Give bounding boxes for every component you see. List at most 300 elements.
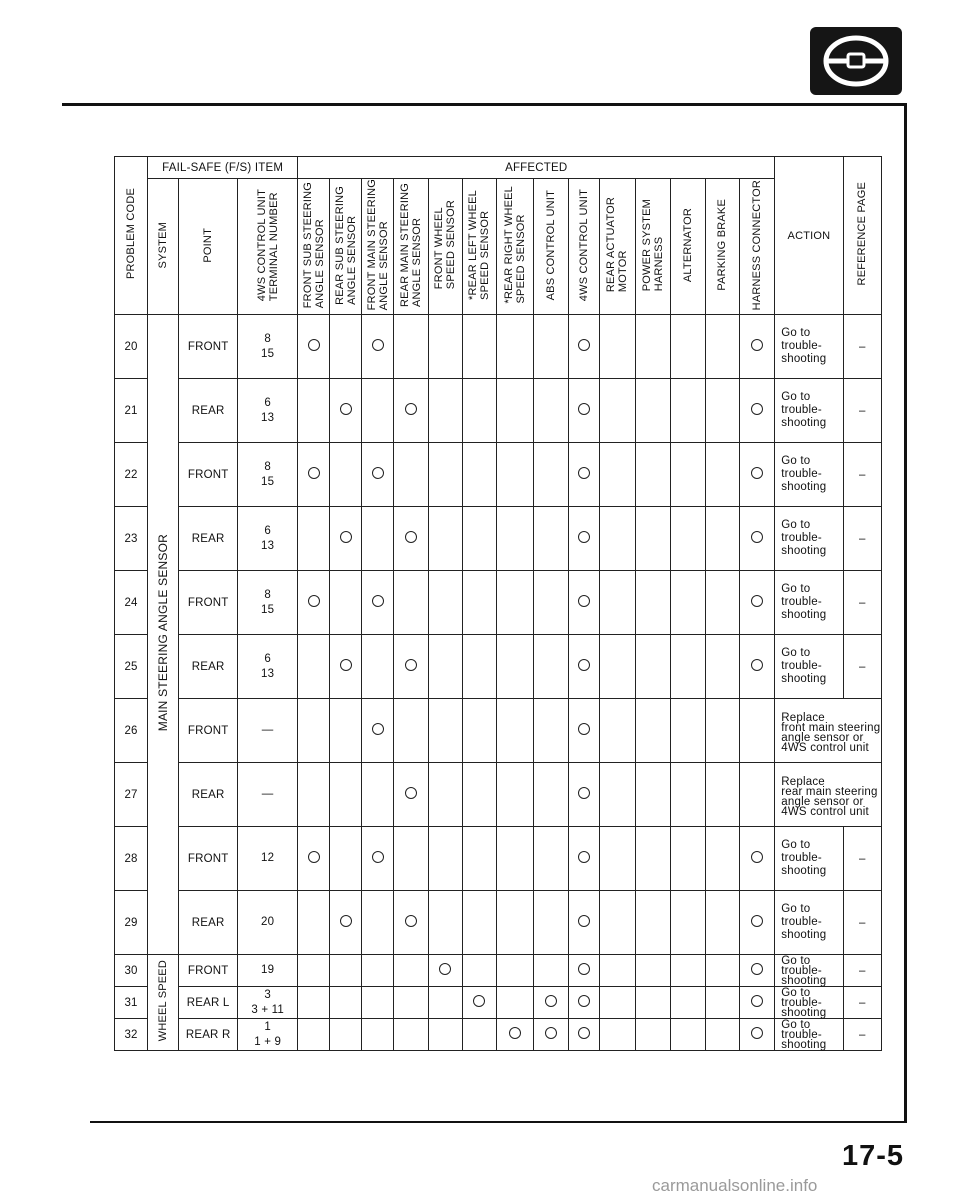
affected-mark-icon <box>340 531 352 543</box>
point-label: POINT <box>202 227 215 263</box>
col-header-affected <box>496 179 533 315</box>
reference-page-value: – <box>843 987 881 1019</box>
affected-mark-icon <box>578 995 590 1007</box>
affected-mark-icon <box>751 403 763 415</box>
affected-cell <box>569 987 600 1019</box>
affected-cell <box>496 443 533 507</box>
point-value: FRONT <box>179 827 238 891</box>
col-header-affected <box>635 179 670 315</box>
right-rule <box>904 103 907 1123</box>
affected-cell <box>428 443 462 507</box>
affected-mark-icon <box>308 467 320 479</box>
col-header-affected <box>428 179 462 315</box>
system-main-label: MAIN STEERING ANGLE SENSOR <box>156 534 171 732</box>
affected-cell <box>298 955 330 987</box>
affected-mark-icon <box>751 851 763 863</box>
affected-cell <box>635 443 670 507</box>
affected-mark-icon <box>439 963 451 975</box>
col-header-affected <box>394 179 428 315</box>
affected-mark-icon <box>751 531 763 543</box>
affected-mark-icon <box>751 963 763 975</box>
problem-code: 30 <box>115 955 148 987</box>
table-row <box>115 891 882 955</box>
affected-cell <box>534 891 569 955</box>
affected-mark-icon <box>405 915 417 927</box>
affected-cell <box>428 891 462 955</box>
point-value: REAR <box>179 507 238 571</box>
affected-mark-icon <box>372 595 384 607</box>
affected-cell <box>635 827 670 891</box>
affected-cell <box>462 1019 496 1051</box>
point-value: FRONT <box>179 571 238 635</box>
affected-mark-icon <box>578 595 590 607</box>
affected-cell <box>600 891 635 955</box>
affected-cell <box>534 443 569 507</box>
action-text: Go to trouble- shooting <box>775 1019 843 1051</box>
affected-cell <box>600 507 635 571</box>
affected-cell <box>394 315 428 379</box>
affected-cell <box>600 443 635 507</box>
affected-cell <box>496 507 533 571</box>
affected-mark-icon <box>578 467 590 479</box>
affected-cell <box>740 891 775 955</box>
affected-cell <box>569 1019 600 1051</box>
affected-cell <box>635 1019 670 1051</box>
affected-cell <box>428 315 462 379</box>
affected-cell <box>330 315 362 379</box>
affected-cell <box>462 443 496 507</box>
affected-cell <box>330 699 362 763</box>
affected-cell <box>394 699 428 763</box>
affected-cell <box>670 315 705 379</box>
affected-cell <box>600 571 635 635</box>
terminal-number: 6 13 <box>238 379 298 443</box>
affected-cell <box>569 315 600 379</box>
affected-label: REAR SUB STEERING ANGLE SENSOR <box>333 185 358 305</box>
reference-page-value: – <box>843 443 881 507</box>
affected-cell <box>330 955 362 987</box>
affected-cell <box>394 635 428 699</box>
affected-cell <box>569 443 600 507</box>
point-value: REAR R <box>179 1019 238 1051</box>
affected-cell <box>670 955 705 987</box>
affected-cell <box>740 699 775 763</box>
col-header-terminal <box>238 179 298 315</box>
affected-cell <box>496 571 533 635</box>
affected-cell <box>330 379 362 443</box>
affected-label: PARKING BRAKE <box>716 199 729 291</box>
affected-cell <box>428 987 462 1019</box>
affected-cell <box>569 763 600 827</box>
affected-label: 4WS CONTROL UNIT <box>578 188 591 302</box>
affected-cell <box>362 891 394 955</box>
affected-cell <box>428 763 462 827</box>
col-header-affected <box>362 179 394 315</box>
affected-cell <box>705 763 739 827</box>
affected-cell <box>428 571 462 635</box>
affected-cell <box>600 827 635 891</box>
affected-cell <box>740 827 775 891</box>
affected-cell <box>330 571 362 635</box>
reference-page-value: – <box>843 571 881 635</box>
affected-cell <box>362 443 394 507</box>
affected-cell <box>428 1019 462 1051</box>
affected-cell <box>569 571 600 635</box>
system-main-steering <box>148 315 179 955</box>
affected-cell <box>330 507 362 571</box>
affected-cell <box>635 315 670 379</box>
reference-page-label: REFERENCE PAGE <box>856 182 869 286</box>
affected-mark-icon <box>473 995 485 1007</box>
affected-mark-icon <box>751 659 763 671</box>
affected-mark-icon <box>751 1027 763 1039</box>
affected-cell <box>705 635 739 699</box>
affected-cell <box>362 699 394 763</box>
col-header-affected <box>705 179 739 315</box>
terminal-number: — <box>238 763 298 827</box>
affected-label: *REAR LEFT WHEEL SPEED SENSOR <box>467 190 492 300</box>
table-row <box>115 1019 882 1051</box>
action-text: Go to trouble- shooting <box>775 891 843 955</box>
affected-cell <box>534 1019 569 1051</box>
affected-cell <box>670 827 705 891</box>
affected-cell <box>635 379 670 443</box>
affected-cell <box>394 987 428 1019</box>
action-text: Go to trouble- shooting <box>775 635 843 699</box>
affected-cell <box>428 827 462 891</box>
terminal-number: 12 <box>238 827 298 891</box>
affected-mark-icon <box>372 723 384 735</box>
affected-mark-icon <box>578 1027 590 1039</box>
affected-cell <box>534 827 569 891</box>
affected-cell <box>298 315 330 379</box>
point-value: REAR L <box>179 987 238 1019</box>
affected-cell <box>569 635 600 699</box>
point-value: FRONT <box>179 443 238 507</box>
affected-cell <box>740 635 775 699</box>
affected-cell <box>635 955 670 987</box>
affected-cell <box>534 571 569 635</box>
affected-cell <box>534 955 569 987</box>
fail-safe-table <box>114 156 882 1051</box>
affected-cell <box>740 443 775 507</box>
affected-cell <box>362 1019 394 1051</box>
affected-mark-icon <box>751 915 763 927</box>
affected-cell <box>298 699 330 763</box>
affected-mark-icon <box>372 339 384 351</box>
reference-page-value: – <box>843 955 881 987</box>
terminal-number: 6 13 <box>238 635 298 699</box>
steering-wheel-icon <box>810 27 902 95</box>
problem-code: 27 <box>115 763 148 827</box>
affected-cell <box>394 827 428 891</box>
affected-cell <box>635 571 670 635</box>
terminal-number: 6 13 <box>238 507 298 571</box>
affected-cell <box>428 635 462 699</box>
reference-page-value: – <box>843 1019 881 1051</box>
affected-cell <box>394 955 428 987</box>
point-value: FRONT <box>179 955 238 987</box>
terminal-label: 4WS CONTROL UNIT TERMINAL NUMBER <box>255 188 280 302</box>
affected-cell <box>362 379 394 443</box>
affected-cell <box>740 987 775 1019</box>
top-rule <box>62 103 906 106</box>
affected-label: FRONT MAIN STEERING ANGLE SENSOR <box>365 179 390 311</box>
table-row <box>115 635 882 699</box>
affected-cell <box>569 379 600 443</box>
affected-cell <box>362 763 394 827</box>
affected-mark-icon <box>578 659 590 671</box>
reference-page-value: – <box>843 315 881 379</box>
terminal-number: 19 <box>238 955 298 987</box>
affected-cell <box>635 763 670 827</box>
affected-cell <box>600 379 635 443</box>
affected-cell <box>496 763 533 827</box>
affected-cell <box>428 507 462 571</box>
affected-mark-icon <box>308 339 320 351</box>
terminal-number: 8 15 <box>238 315 298 379</box>
affected-cell <box>705 955 739 987</box>
reference-page-value: – <box>843 379 881 443</box>
problem-code: 23 <box>115 507 148 571</box>
affected-mark-icon <box>372 467 384 479</box>
point-value: FRONT <box>179 699 238 763</box>
point-value: REAR <box>179 635 238 699</box>
affected-mark-icon <box>578 723 590 735</box>
col-header-action: ACTION <box>775 157 843 315</box>
affected-cell <box>534 987 569 1019</box>
action-text: Replace rear main steering angle sensor or 4WS control unit <box>775 763 882 827</box>
affected-cell <box>298 379 330 443</box>
col-header-affected <box>600 179 635 315</box>
affected-cell <box>569 891 600 955</box>
affected-cell <box>362 507 394 571</box>
affected-mark-icon <box>578 531 590 543</box>
affected-cell <box>569 955 600 987</box>
affected-cell <box>670 507 705 571</box>
affected-cell <box>496 1019 533 1051</box>
system-wheel-label: WHEEL SPEED <box>157 960 170 1042</box>
table-row <box>115 763 882 827</box>
system-label: SYSTEM <box>157 221 170 269</box>
problem-code: 25 <box>115 635 148 699</box>
affected-cell <box>298 987 330 1019</box>
affected-cell <box>569 507 600 571</box>
watermark: carmanualsonline.info <box>652 1176 818 1195</box>
affected-cell <box>462 379 496 443</box>
problem-code: 28 <box>115 827 148 891</box>
affected-cell <box>496 635 533 699</box>
action-text: Replace front main steering angle sensor or 4WS control unit <box>775 699 882 763</box>
affected-cell <box>462 571 496 635</box>
affected-cell <box>670 635 705 699</box>
affected-mark-icon <box>340 403 352 415</box>
affected-cell <box>569 699 600 763</box>
affected-cell <box>600 699 635 763</box>
affected-cell <box>635 507 670 571</box>
affected-cell <box>496 827 533 891</box>
affected-cell <box>362 827 394 891</box>
affected-label: HARNESS CONNECTOR <box>751 179 764 311</box>
col-header-affected <box>462 179 496 315</box>
affected-cell <box>496 379 533 443</box>
affected-cell <box>635 891 670 955</box>
affected-cell <box>496 315 533 379</box>
affected-mark-icon <box>509 1027 521 1039</box>
affected-cell <box>670 891 705 955</box>
point-value: REAR <box>179 379 238 443</box>
table-row <box>115 827 882 891</box>
affected-mark-icon <box>578 963 590 975</box>
affected-mark-icon <box>308 851 320 863</box>
affected-cell <box>670 571 705 635</box>
problem-code: 29 <box>115 891 148 955</box>
col-header-point <box>179 179 238 315</box>
affected-mark-icon <box>308 595 320 607</box>
affected-cell <box>330 1019 362 1051</box>
table-row <box>115 315 882 379</box>
col-header-affected <box>569 179 600 315</box>
affected-cell <box>600 955 635 987</box>
affected-mark-icon <box>405 403 417 415</box>
problem-code: 21 <box>115 379 148 443</box>
table-row <box>115 507 882 571</box>
affected-cell <box>534 315 569 379</box>
affected-label: ALTERNATOR <box>681 207 694 283</box>
affected-cell <box>330 987 362 1019</box>
affected-cell <box>740 763 775 827</box>
terminal-number: 20 <box>238 891 298 955</box>
affected-mark-icon <box>545 1027 557 1039</box>
action-text: Go to trouble- shooting <box>775 443 843 507</box>
table-row <box>115 379 882 443</box>
affected-cell <box>670 379 705 443</box>
affected-cell <box>362 635 394 699</box>
affected-cell <box>462 827 496 891</box>
affected-cell <box>635 699 670 763</box>
affected-cell <box>462 635 496 699</box>
table-row <box>115 955 882 987</box>
affected-cell <box>496 891 533 955</box>
affected-cell <box>740 379 775 443</box>
affected-cell <box>705 699 739 763</box>
affected-label: FRONT WHEEL SPEED SENSOR <box>433 200 458 290</box>
problem-code: 26 <box>115 699 148 763</box>
problem-code: 31 <box>115 987 148 1019</box>
affected-mark-icon <box>405 787 417 799</box>
affected-cell <box>705 987 739 1019</box>
affected-label: FRONT SUB STEERING ANGLE SENSOR <box>301 181 326 309</box>
affected-cell <box>362 571 394 635</box>
affected-cell <box>298 571 330 635</box>
affected-mark-icon <box>405 531 417 543</box>
affected-mark-icon <box>578 339 590 351</box>
affected-cell <box>298 507 330 571</box>
action-text: Go to trouble- shooting <box>775 987 843 1019</box>
affected-cell <box>298 891 330 955</box>
affected-cell <box>670 1019 705 1051</box>
affected-cell <box>496 955 533 987</box>
col-header-affected <box>534 179 569 315</box>
action-text: Go to trouble- shooting <box>775 379 843 443</box>
affected-cell <box>394 571 428 635</box>
affected-label: REAR ACTUATOR MOTOR <box>605 197 630 293</box>
reference-page-value: – <box>843 891 881 955</box>
table-row <box>115 699 882 763</box>
affected-cell <box>394 507 428 571</box>
affected-cell <box>462 955 496 987</box>
affected-cell <box>740 571 775 635</box>
affected-mark-icon <box>578 915 590 927</box>
col-header-problem-code <box>115 157 148 315</box>
affected-cell <box>362 955 394 987</box>
affected-cell <box>496 987 533 1019</box>
affected-cell <box>362 315 394 379</box>
affected-mark-icon <box>578 403 590 415</box>
affected-cell <box>740 315 775 379</box>
col-header-affected <box>298 179 330 315</box>
terminal-number: 8 15 <box>238 571 298 635</box>
col-header-affected <box>740 179 775 315</box>
affected-mark-icon <box>372 851 384 863</box>
problem-code: 32 <box>115 1019 148 1051</box>
problem-code: 20 <box>115 315 148 379</box>
col-header-reference-page <box>843 157 881 315</box>
action-text: Go to trouble- shooting <box>775 955 843 987</box>
affected-mark-icon <box>578 851 590 863</box>
system-wheel-speed <box>148 955 179 1051</box>
affected-cell <box>705 443 739 507</box>
affected-cell <box>670 763 705 827</box>
affected-cell <box>298 443 330 507</box>
affected-cell <box>298 635 330 699</box>
action-text: Go to trouble- shooting <box>775 571 843 635</box>
affected-cell <box>394 1019 428 1051</box>
affected-mark-icon <box>578 787 590 799</box>
affected-cell <box>298 1019 330 1051</box>
affected-cell <box>394 763 428 827</box>
affected-cell <box>740 955 775 987</box>
affected-cell <box>600 987 635 1019</box>
affected-cell <box>600 763 635 827</box>
reference-page-value: – <box>843 507 881 571</box>
affected-cell <box>462 987 496 1019</box>
affected-cell <box>534 699 569 763</box>
affected-label: POWER SYSTEM HARNESS <box>640 198 665 292</box>
point-value: REAR <box>179 891 238 955</box>
affected-cell <box>394 891 428 955</box>
affected-cell <box>670 443 705 507</box>
action-text: Go to trouble- shooting <box>775 315 843 379</box>
affected-cell <box>428 699 462 763</box>
affected-cell <box>534 379 569 443</box>
affected-mark-icon <box>751 467 763 479</box>
affected-cell <box>394 379 428 443</box>
affected-cell <box>496 699 533 763</box>
terminal-number: 1 1 + 9 <box>238 1019 298 1051</box>
terminal-number: — <box>238 699 298 763</box>
affected-cell <box>534 763 569 827</box>
affected-cell <box>705 315 739 379</box>
affected-cell <box>635 635 670 699</box>
affected-mark-icon <box>751 339 763 351</box>
affected-cell <box>635 987 670 1019</box>
affected-cell <box>705 571 739 635</box>
problem-code-label: PROBLEM CODE <box>125 188 138 280</box>
affected-cell <box>330 891 362 955</box>
affected-cell <box>705 507 739 571</box>
table-row <box>115 443 882 507</box>
